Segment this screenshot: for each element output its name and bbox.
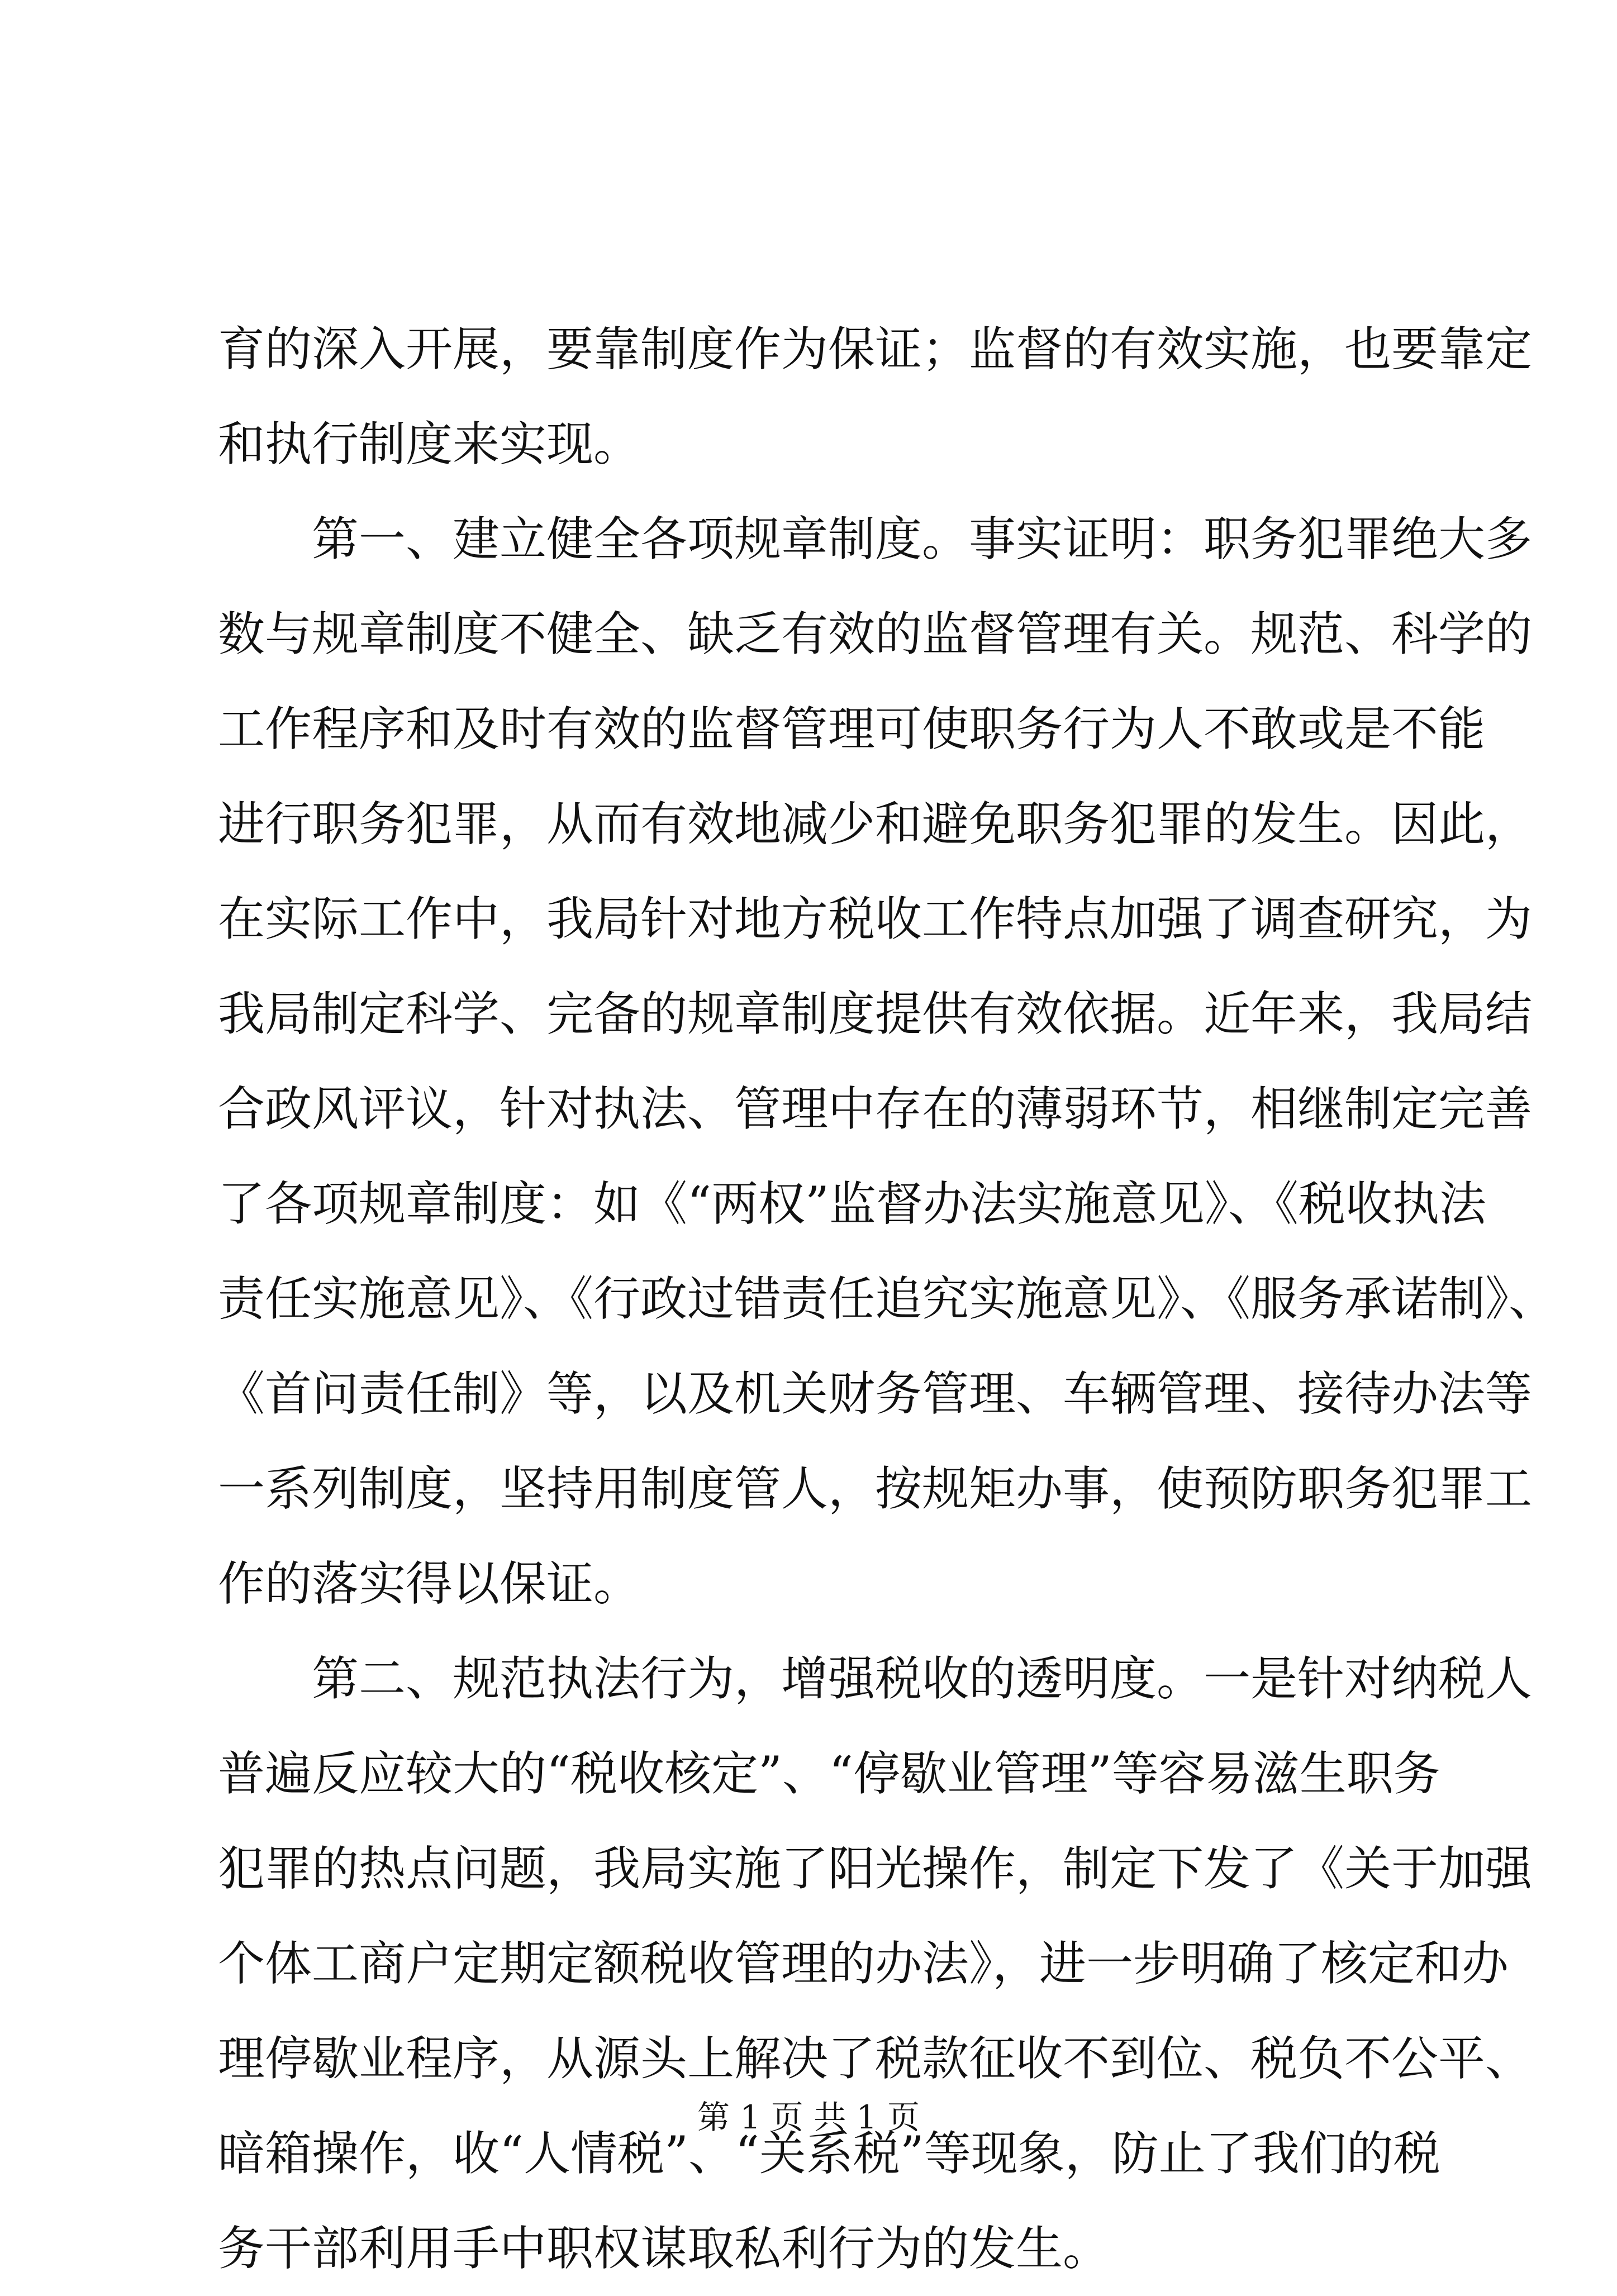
text-line-11: 责任实施意见》、《行政过错责任追究实施意见》、《服务承诺制》、 xyxy=(218,1271,1556,1326)
text-line-8: 我局制定科学、完备的规章制度提供有效依据。近年来，我局结 xyxy=(218,987,1533,1041)
text-line-20: 暗箱操作，收“人情税”、“关系税”等现象，防止了我们的税 xyxy=(218,2126,1440,2181)
text-line-18: 个体工商户定期定额税收管理的办法》，进一步明确了核定和办 xyxy=(218,1936,1509,1991)
page-footer: 第 1 页 共 1 页 xyxy=(697,2098,920,2136)
text-line-19: 理停歇业程序，从源头上解决了税款征收不到位、税负不公平、 xyxy=(218,2031,1533,2086)
text-line-13: 一系列制度，坚持用制度管人，按规矩办事，使预防职务犯罪工 xyxy=(218,1461,1533,1516)
text-line-17: 犯罪的热点问题，我局实施了阳光操作，制定下发了《关于加强 xyxy=(218,1841,1533,1896)
text-line-7: 在实际工作中，我局针对地方税收工作特点加强了调查研究，为 xyxy=(218,892,1533,946)
text-line-12: 《首问责任制》等，以及机关财务管理、车辆管理、接待办法等 xyxy=(218,1366,1533,1421)
text-line-21: 务干部利用手中职权谋取私利行为的发生。 xyxy=(218,2221,1110,2276)
text-line-10: 了各项规章制度：如《“两权”监督办法实施意见》、《税收执法 xyxy=(218,1176,1486,1231)
text-line-6: 进行职务犯罪，从而有效地减少和避免职务犯罪的发生。因此， xyxy=(218,797,1533,851)
text-line-15: 第二、规范执法行为，增强税收的透明度。一是针对纳税人 xyxy=(218,1651,1533,1706)
text-line-1: 育的深入开展，要靠制度作为保证；监督的有效实施，也要靠定 xyxy=(218,322,1533,377)
text-line-5: 工作程序和及时有效的监督管理可使职务行为人不敢或是不能 xyxy=(218,702,1486,756)
text-line-9: 合政风评议，针对执法、管理中存在的薄弱环节，相继制定完善 xyxy=(218,1082,1533,1136)
text-line-16: 普遍反应较大的“税收核定”、“停歇业管理”等容易滋生职务 xyxy=(218,1746,1440,1801)
document-body xyxy=(218,302,1556,2296)
text-line-4: 数与规章制度不健全、缺乏有效的监督管理有关。规范、科学的 xyxy=(218,607,1533,661)
text-line-3: 第一、建立健全各项规章制度。事实证明：职务犯罪绝大多 xyxy=(218,512,1533,566)
text-line-2: 和执行制度来实现。 xyxy=(218,417,641,471)
text-line-14: 作的落实得以保证。 xyxy=(218,1556,641,1611)
